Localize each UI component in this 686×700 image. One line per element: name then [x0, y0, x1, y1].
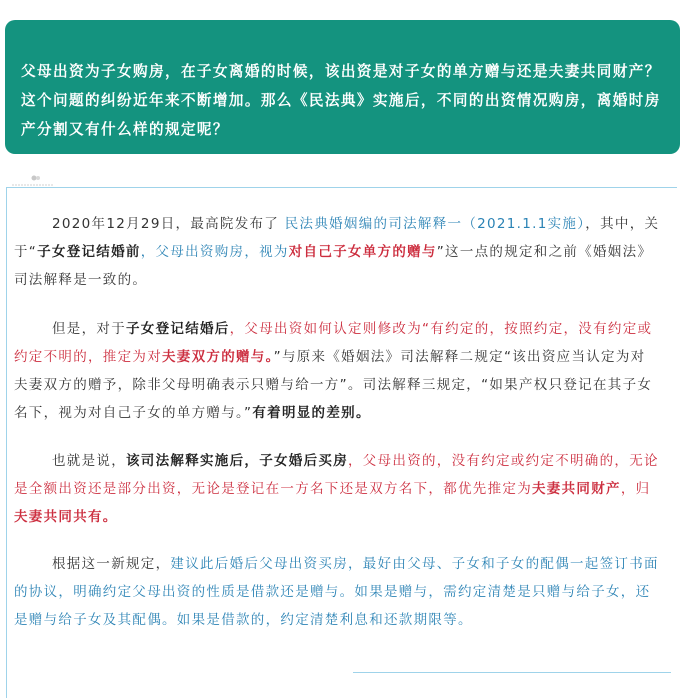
p2-bold-text: 有着明显的差别。 [252, 405, 371, 421]
p1-red-bold-text: 对自己子女单方的赠与 [288, 244, 437, 260]
intro-text: 父母出资为子女购房，在子女离婚的时候，该出资是对子女的单方赠与还是夫妻共同财产？这个问题的纠纷近年来不断增加。那么《民法典》实施后，不同的出资情况购房，离婚时房产分割又有什么样的规定呢？ [21, 63, 661, 138]
p1-text: ，其中，关于“ [14, 216, 660, 260]
paragraph-3 [14, 447, 660, 531]
paragraph-1 [14, 210, 660, 294]
p1-text: 2020年12月29日，最高院发布了 [52, 216, 280, 232]
paragraph-2 [14, 315, 660, 427]
p3-bold-text: 该司法解释实施后，子女婚后买房 [126, 453, 348, 469]
intro-banner [5, 20, 680, 154]
p1-text: ”这一点的规定和之前《婚姻法》司法解释是一致的。 [14, 244, 653, 288]
p2-red-text: ，父母出资如何认定则修改为“有约定的，按照约定，没有约定或约定不明的，推定为对 [14, 321, 653, 365]
p4-blue-text: 建议此后婚后父母出资买房，最好由父母、子女和子女的配偶一起签订书面的协议，明确约定父母出资的性质是借款还是赠与。如果是赠与，需约定清楚是只赠与给子女，还是赠与给子女及其配偶。如果是借款的，约定清楚利息和还款期限等。 [14, 556, 659, 628]
p2-text: ”与原来《婚姻法》司法解释二规定“该出资应当认定为对夫妻双方的赠予，除非父母明确表示只赠与给一方”。司法解释三规定，“如果产权只登记在其子女名下，视为对自己子女的单方赠与。” [14, 349, 653, 421]
p3-red-bold-text: 夫妻共同财产 [532, 481, 621, 497]
p2-text: 但是，对于 [52, 321, 126, 337]
p4-text: 根据这一新规定， [52, 556, 171, 572]
p2-red-bold-text: 夫妻双方的赠与。 [162, 349, 274, 365]
p3-red-text: ，归 [620, 481, 651, 497]
p1-bold-text: 子女登记结婚前 [37, 244, 141, 260]
paragraph-4 [14, 550, 660, 634]
p1-blue-text: ，父母出资购房，视为 [140, 244, 289, 260]
decorative-corner-icon [10, 174, 56, 188]
p3-red-text: ，父母出资的，没有约定或约定不明确的，无论是全额出资还是部分出资，无论是登记在一方名下还是双方名下，都优先推定为 [14, 453, 659, 497]
p1-link-text: 民法典婚姻编的司法解释一（2021.1.1实施） [279, 216, 586, 232]
p2-bold-text: 子女登记结婚后 [126, 321, 230, 337]
p3-red-bold-text: 夫妻共同共有。 [14, 509, 118, 525]
footer-divider [353, 672, 671, 673]
p3-text: 也就是说， [52, 453, 126, 469]
